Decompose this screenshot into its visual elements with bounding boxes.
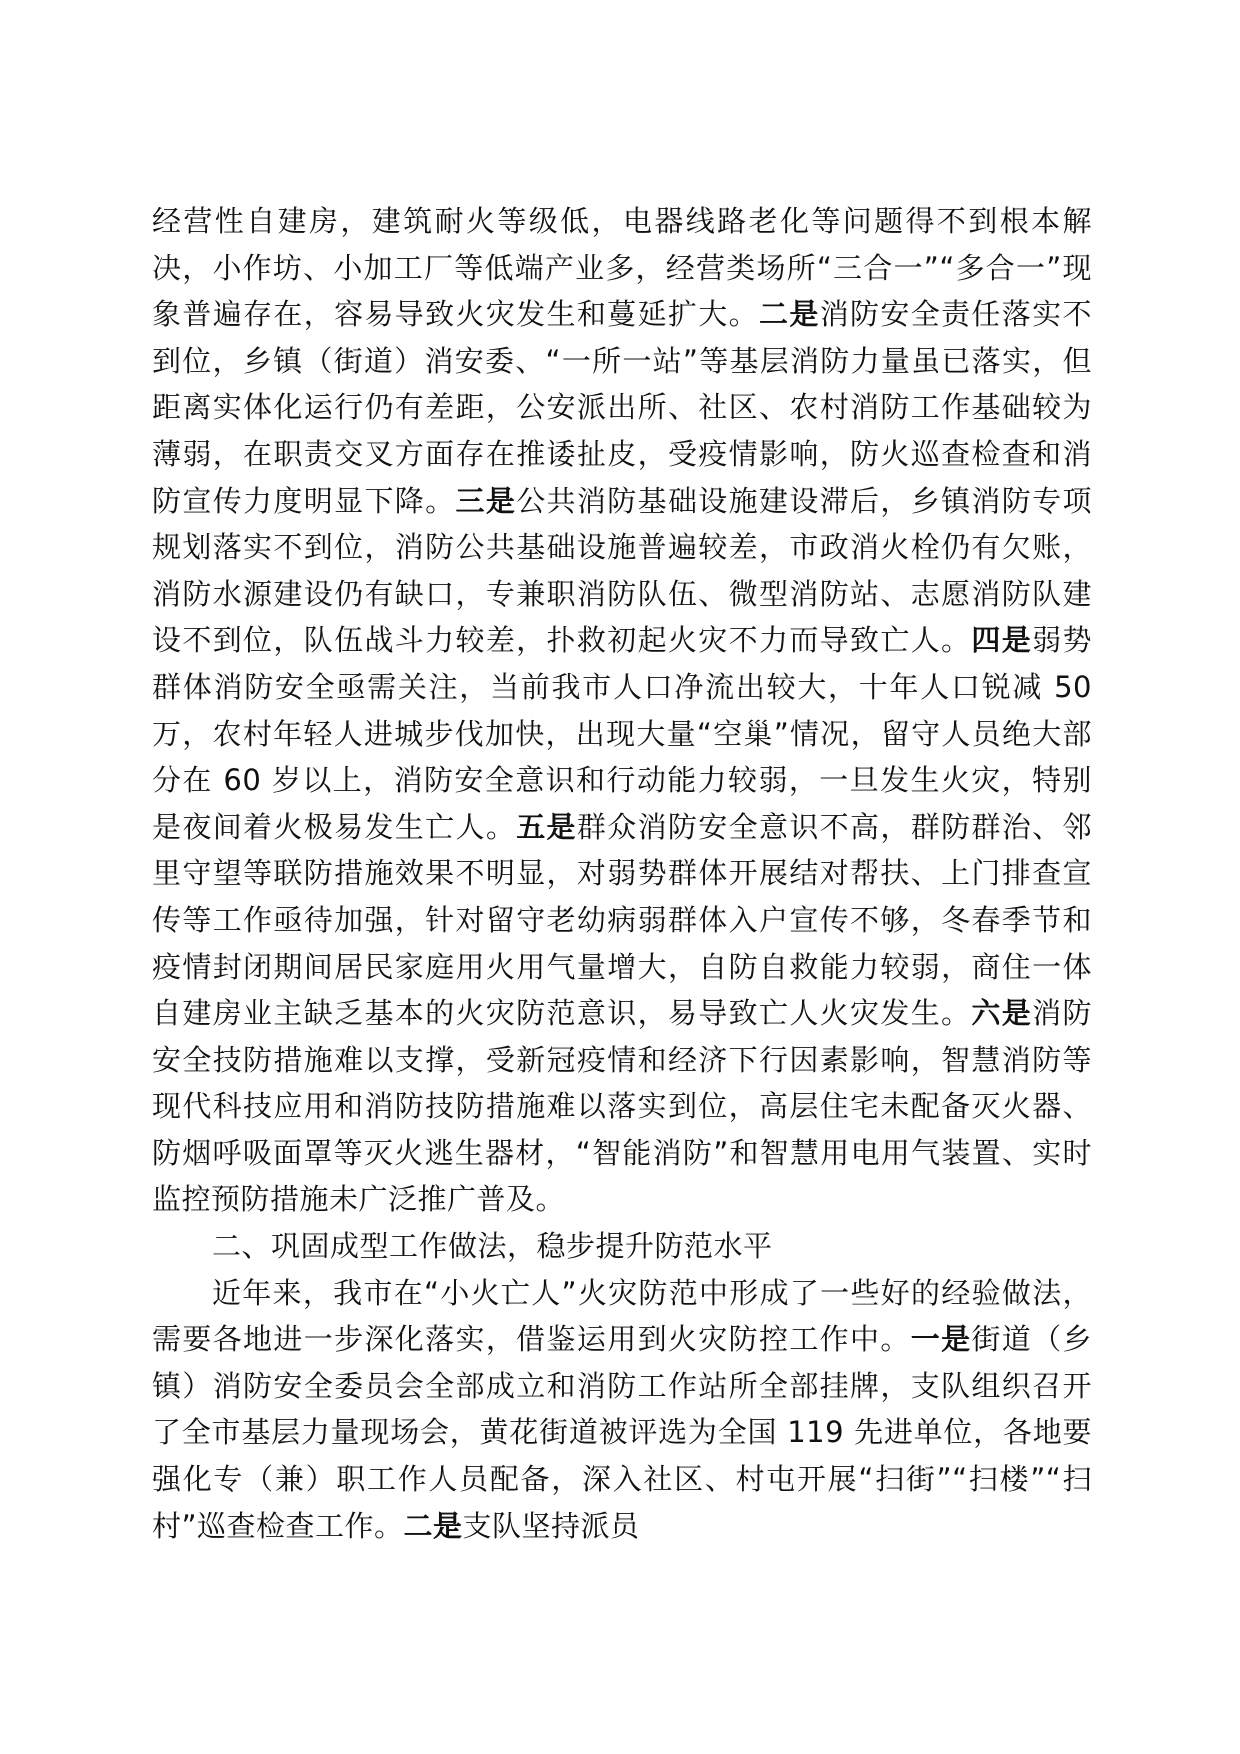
text-run: 公共消防基础设施建设滞后，乡镇消防专项规划落实不到位，消防公共基础设施普遍较差，市政消火栓仍有欠账，消防水源建设仍有缺口，专兼职消防队伍、微型消防站、志愿消防队建设不到位，队伍战斗力较差，扑救初起火灾不力而导致亡人。 — [152, 483, 1092, 658]
bold-marker: 一是 — [910, 1322, 972, 1357]
paragraph-causes — [152, 198, 1092, 1223]
heading-text: 二、巩固成型工作做法，稳步提升防范水平 — [212, 1229, 773, 1264]
bold-marker: 六是 — [971, 996, 1033, 1031]
text-run: 群众消防安全意识不高，群防群治、邻里守望等联防措施效果不明显，对弱势群体开展结对帮扶、上门排查宣传等工作亟待加强，针对留守老幼病弱群体入户宣传不够，冬春季节和疫情封闭期间居民家庭用火用气量增大，自防自救能力较弱，商住一体自建房业主缺乏基本的火灾防范意识，易导致亡人火灾发生。 — [152, 809, 1092, 1031]
bold-marker: 五是 — [516, 809, 577, 844]
text-run: 消防安全责任落实不到位，乡镇（街道）消安委、“一所一站”等基层消防力量虽已落实，但距离实体化运行仍有差距，公安派出所、社区、农村消防工作基础较为薄弱，在职责交叉方面存在推诿扯皮，受疫情影响，防火巡查检查和消防宣传力度明显下降。 — [152, 297, 1092, 518]
bold-marker: 三是 — [455, 483, 517, 518]
bold-marker: 二是 — [758, 297, 820, 332]
bold-marker: 四是 — [971, 623, 1033, 658]
document-body — [152, 198, 1092, 1549]
text-run: 支队坚持派员 — [462, 1508, 640, 1543]
paragraph-practices — [152, 1270, 1092, 1550]
text-run: 经营性自建房，建筑耐火等级低，电器线路老化等问题得不到根本解决，小作坊、小加工厂等低端产业多，经营类场所“三合一”“多合一”现象普遍存在，容易导致火灾发生和蔓延扩大。 — [152, 204, 1092, 332]
text-run: 近年来，我市在“小火亡人”火灾防范中形成了一些好的经验做法，需要各地进一步深化落实，借鉴运用到火灾防控工作中。 — [152, 1275, 1092, 1357]
text-run: 消防安全技防措施难以支撑，受新冠疫情和经济下行因素影响，智慧消防等现代科技应用和消防技防措施难以落实到位，高层住宅未配备灭火器、防烟呼吸面罩等灭火逃生器材，“智能消防”和智慧用电用气装置、实时监控预防措施未广泛推广普及。 — [152, 996, 1092, 1217]
text-run: 街道（乡镇）消防安全委员会全部成立和消防工作站所全部挂牌，支队组织召开了全市基层力量现场会，黄花街道被评选为全国 119 先进单位，各地要强化专（兼）职工作人员配备，深入社区、村屯开展“扫街”“扫楼”“扫村”巡查检查工作。 — [152, 1322, 1092, 1543]
text-run: 弱势群体消防安全亟需关注，当前我市人口净流出较大，十年人口锐减 50 万，农村年轻人进城步伐加快，出现大量“空巢”情况，留守人员绝大部分在 60 岁以上，消防安全意识和行动能力较弱，一旦发生火灾，特别是夜间着火极易发生亡人。 — [152, 623, 1092, 844]
section-heading — [152, 1223, 1092, 1270]
bold-marker: 二是 — [403, 1508, 463, 1543]
